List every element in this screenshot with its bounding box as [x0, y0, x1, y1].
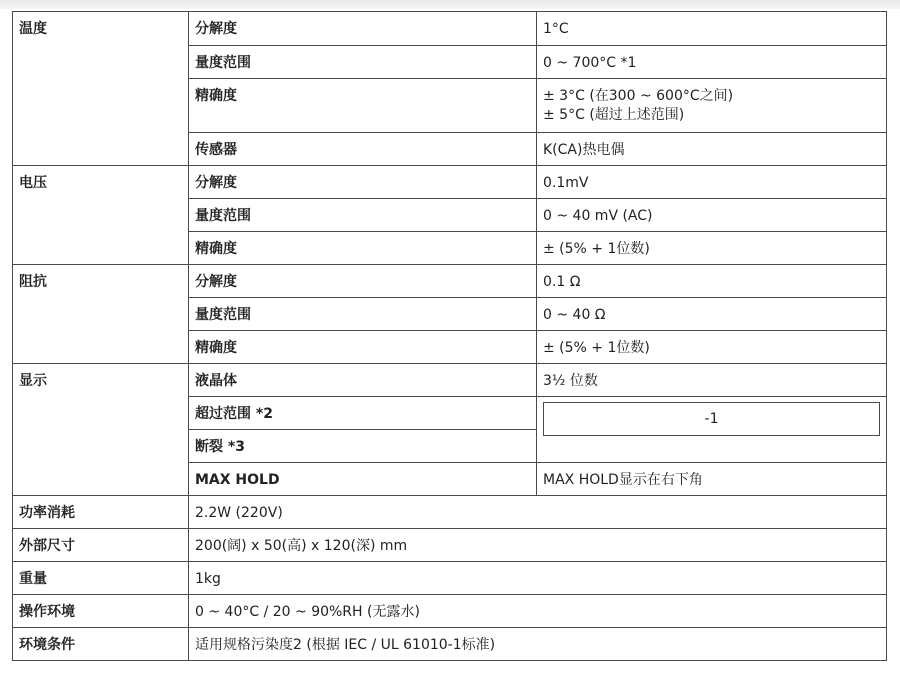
impedance-resolution-label: 分解度	[189, 265, 537, 298]
temperature-range-value: 0 ~ 700°C *1	[537, 46, 887, 79]
category-temperature: 温度	[13, 12, 189, 166]
impedance-resolution-value: 0.1 Ω	[537, 265, 887, 298]
temperature-sensor-label: 传感器	[189, 133, 537, 166]
table-row	[13, 166, 887, 199]
temperature-accuracy-value	[537, 79, 887, 133]
weight-value: 1kg	[189, 562, 887, 595]
display-shared-value: -1	[543, 402, 880, 436]
impedance-accuracy-value: ± (5% + 1位数)	[537, 331, 887, 364]
temperature-accuracy-line-1: ± 3°C (在300 ~ 600°C之间)	[543, 88, 734, 104]
power-value: 2.2W (220V)	[189, 496, 887, 529]
temperature-accuracy-label: 精确度	[189, 79, 537, 133]
environment-value: 0 ~ 40°C / 20 ~ 90%RH (无露水)	[189, 595, 887, 628]
display-lcd-label: 液晶体	[189, 364, 537, 397]
category-voltage: 电压	[13, 166, 189, 265]
conditions-value: 适用规格污染度2 (根据 IEC / UL 61010-1标准)	[189, 628, 887, 661]
display-maxhold-value: MAX HOLD显示在右下角	[537, 463, 887, 496]
table-row	[13, 496, 887, 529]
display-overrange-label: 超过范围 *2	[189, 397, 537, 430]
environment-label: 操作环境	[13, 595, 189, 628]
impedance-range-label: 量度范围	[189, 298, 537, 331]
dimensions-value: 200(阔) x 50(高) x 120(深) mm	[189, 529, 887, 562]
temperature-sensor-value: K(CA)热电偶	[537, 133, 887, 166]
temperature-range-label: 量度范围	[189, 46, 537, 79]
temperature-accuracy-line-2: ± 5°C (超过上述范围)	[543, 107, 685, 123]
impedance-range-value: 0 ~ 40 Ω	[537, 298, 887, 331]
temperature-resolution-label: 分解度	[189, 12, 537, 46]
voltage-range-value: 0 ~ 40 mV (AC)	[537, 199, 887, 232]
table-row	[13, 595, 887, 628]
display-break-label: 断裂 *3	[189, 430, 537, 463]
temperature-resolution-value: 1°C	[537, 12, 887, 46]
voltage-resolution-label: 分解度	[189, 166, 537, 199]
display-lcd-value: 3½ 位数	[537, 364, 887, 397]
impedance-accuracy-label: 精确度	[189, 331, 537, 364]
voltage-range-label: 量度范围	[189, 199, 537, 232]
category-impedance: 阻抗	[13, 265, 189, 364]
dimensions-label: 外部尺寸	[13, 529, 189, 562]
table-row	[13, 529, 887, 562]
display-shared-value-cell	[537, 397, 887, 463]
category-display: 显示	[13, 364, 189, 496]
voltage-resolution-value: 0.1mV	[537, 166, 887, 199]
voltage-accuracy-label: 精确度	[189, 232, 537, 265]
voltage-accuracy-value: ± (5% + 1位数)	[537, 232, 887, 265]
table-row	[13, 364, 887, 397]
table-row	[13, 12, 887, 46]
table-row	[13, 628, 887, 661]
spec-table	[12, 11, 887, 661]
power-label: 功率消耗	[13, 496, 189, 529]
table-row	[13, 265, 887, 298]
display-maxhold-label: MAX HOLD	[189, 463, 537, 496]
table-row	[13, 562, 887, 595]
weight-label: 重量	[13, 562, 189, 595]
top-bar	[0, 0, 900, 9]
conditions-label: 环境条件	[13, 628, 189, 661]
